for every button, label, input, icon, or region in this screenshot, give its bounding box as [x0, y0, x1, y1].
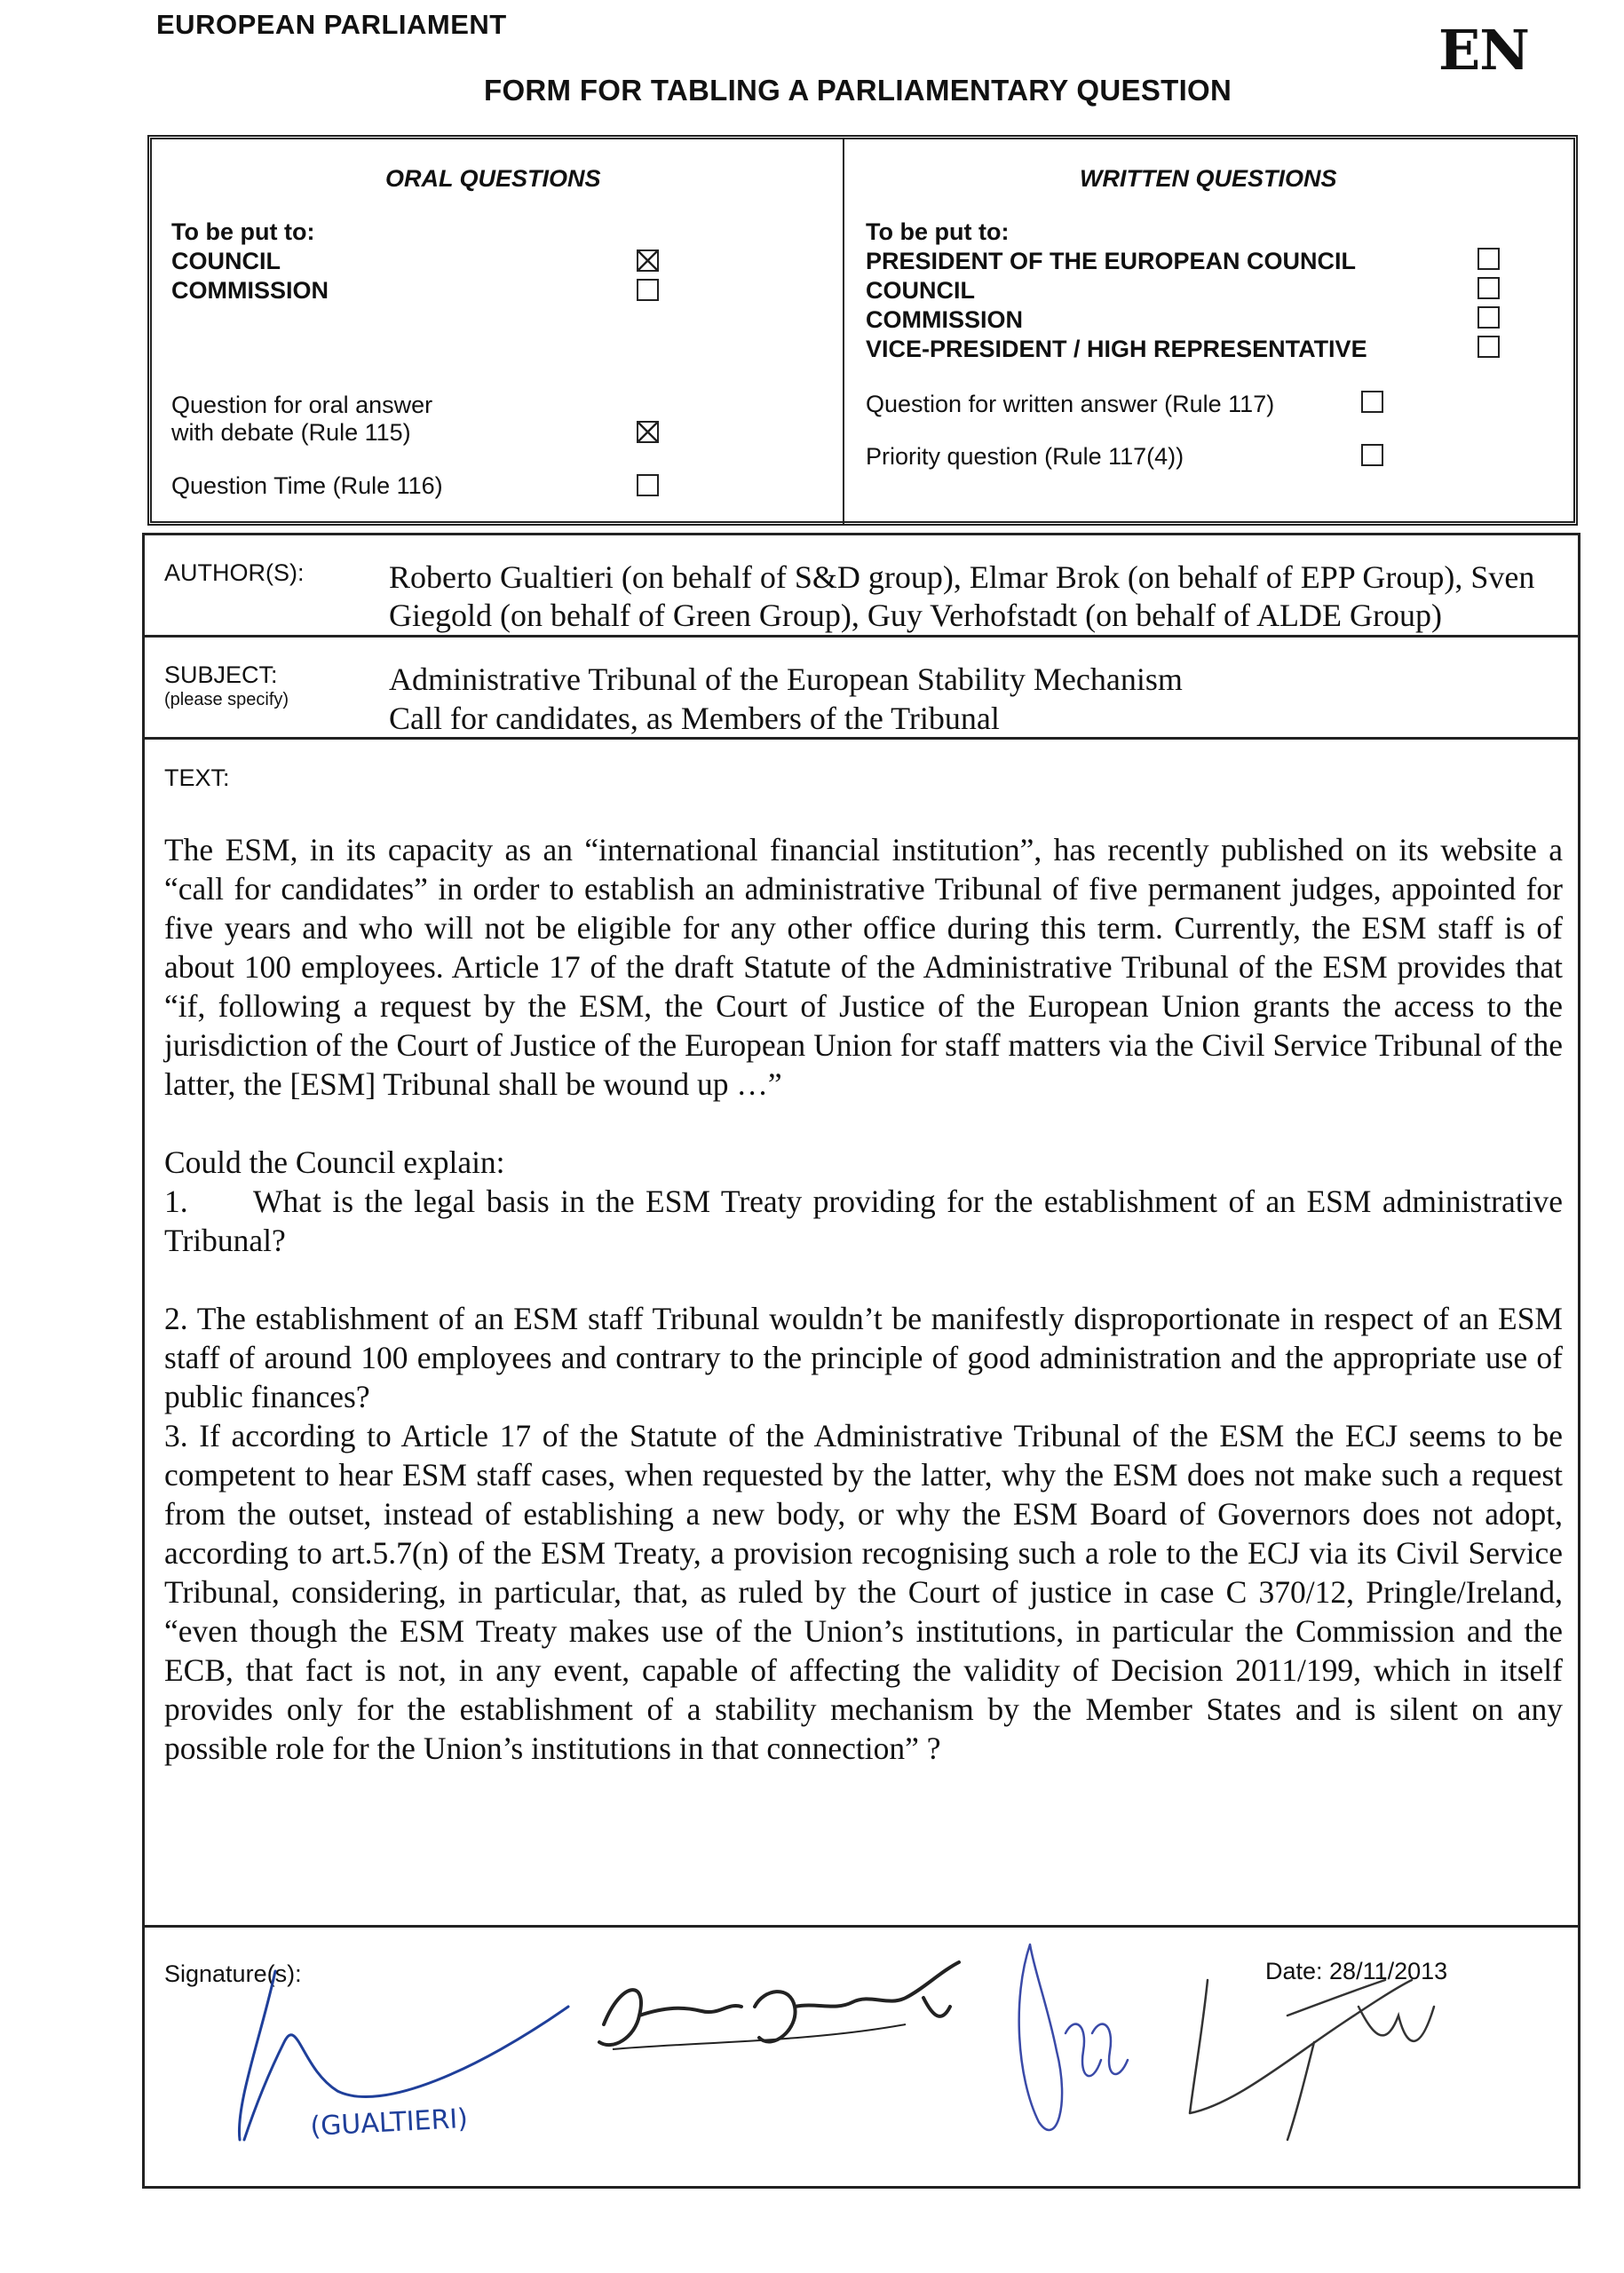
written-council-checkbox[interactable]: [1477, 277, 1500, 299]
authors-line-2: Giegold (on behalf of Green Group), Guy Verhofstadt (on behalf of ALDE Group): [389, 598, 1443, 633]
text-paragraph-context: The ESM, in its capacity as an “international financial institution”, has recently published on its website a “call for candidates” in order to establish an administrative Tribunal of five permanent judges, appointed for five years and who will not be eligible for any other office during this term. Currently, the ESM staff is of about 100 employees. Article 17 of the draft Statute of the Administrative Tribunal of the ESM provides that “if, following a request by the ESM, the Court of Justice of the European Union grants the access to the jurisdiction of the Court of Justice of the European Union for staff matters via the Civil Service Tribunal of the latter, the [ESM] Tribunal shall be wound up …”: [164, 832, 1563, 1102]
authors-label: AUTHOR(S):: [164, 559, 305, 586]
oral-to-be-put-to: To be put to:: [171, 218, 315, 245]
question-1-number: 1.: [164, 1184, 188, 1219]
oral-commission-checkbox[interactable]: [637, 279, 659, 301]
divider: [142, 635, 1580, 638]
subject-line-2: Call for candidates, as Members of the Tribunal: [389, 701, 1000, 736]
oral-questions-title: ORAL QUESTIONS: [385, 165, 601, 192]
question-1: [164, 1182, 1563, 1260]
question-3: 3. If according to Article 17 of the Statute of the Administrative Tribunal of the ESM the ECJ seems to be competent to hear ESM staff cases, when requested by the latter, why the ESM does not make such a request from the outset, instead of establishing a new body, or why the ESM Board of Governors does not adopt, according to art.5.7(n) of the ESM Treaty, a provision recognising such a role to the ECJ via its Civil Service Tribunal, considering, in particular, that, as ruled by the Court of justice in case C 370/12, Pringle/Ireland, “even though the ESM Treaty makes use of the Union’s institutions, in particular the Commission and the ECB, that fact is not, in any event, capable of affecting the validity of Decision 2011/199, which in itself provides only for the establishment of a stability mechanism by the Member States and is silent on any possible role for the Union’s institutions in that connection” ?: [164, 1418, 1563, 1766]
question-time-label: Question Time (Rule 116): [171, 472, 443, 499]
written-answer-label: Question for written answer (Rule 117): [866, 391, 1275, 417]
question-type-box: [147, 135, 1578, 526]
signature-giegold: [586, 1953, 994, 2078]
signature-gualtieri: [213, 1936, 604, 2175]
column-divider: [843, 139, 844, 526]
signature-brok: [1003, 1927, 1181, 2158]
question-text: [164, 830, 1563, 1768]
question-1-text: What is the legal basis in the ESM Treaty providing for the establishment of an ESM administrative Tribunal?: [164, 1184, 1563, 1258]
subject-label: SUBJECT:: [164, 661, 278, 688]
priority-question-checkbox[interactable]: [1361, 444, 1383, 466]
oral-with-debate-label-1: Question for oral answer: [171, 392, 433, 418]
institution-name: EUROPEAN PARLIAMENT: [156, 9, 507, 40]
subject-sublabel: (please specify): [164, 690, 289, 709]
written-questions-title: WRITTEN QUESTIONS: [1080, 165, 1337, 192]
divider: [142, 1925, 1580, 1928]
form-title: FORM FOR TABLING A PARLIAMENTARY QUESTION: [484, 74, 1232, 107]
written-recipient-president-label: PRESIDENT OF THE EUROPEAN COUNCIL: [866, 248, 1357, 274]
oral-recipient-council-label: COUNCIL: [171, 248, 281, 274]
oral-with-debate-label-2: with debate (Rule 115): [171, 419, 411, 446]
subject-line-1: Administrative Tribunal of the European Stability Mechanism: [389, 661, 1183, 697]
signature-verhofstadt: [1181, 1953, 1501, 2149]
language-code: EN: [1438, 18, 1529, 83]
written-recipient-council-label: COUNCIL: [866, 277, 975, 304]
oral-council-checkbox[interactable]: [637, 249, 659, 272]
priority-question-label: Priority question (Rule 117(4)): [866, 443, 1184, 470]
oral-with-debate-checkbox[interactable]: [637, 421, 659, 443]
oral-recipient-commission-label: COMMISSION: [171, 277, 329, 304]
text-intro: Could the Council explain:: [164, 1144, 505, 1180]
signature-label: Signature(s):: [164, 1960, 302, 1987]
written-recipient-vp-label: VICE-PRESIDENT / HIGH REPRESENTATIVE: [866, 336, 1367, 362]
written-president-checkbox[interactable]: [1477, 248, 1500, 270]
date-field: Date: 28/11/2013: [1265, 1958, 1448, 1984]
written-commission-checkbox[interactable]: [1477, 306, 1500, 329]
question-time-checkbox[interactable]: [637, 474, 659, 496]
written-to-be-put-to: To be put to:: [866, 218, 1010, 245]
svg-text:(GUALTIERI): (GUALTIERI): [309, 2103, 469, 2142]
written-answer-checkbox[interactable]: [1361, 391, 1383, 413]
question-2: 2. The establishment of an ESM staff Tribunal wouldn’t be manifestly disproportionate in respect of an ESM staff of around 100 employees and contrary to the principle of good administration and the appropriate use of public finances?: [164, 1301, 1563, 1414]
written-vp-checkbox[interactable]: [1477, 336, 1500, 358]
text-label: TEXT:: [164, 764, 230, 791]
written-recipient-commission-label: COMMISSION: [866, 306, 1024, 333]
authors-line-1: Roberto Gualtieri (on behalf of S&D group), Elmar Brok (on behalf of EPP Group), Sven: [389, 559, 1535, 595]
